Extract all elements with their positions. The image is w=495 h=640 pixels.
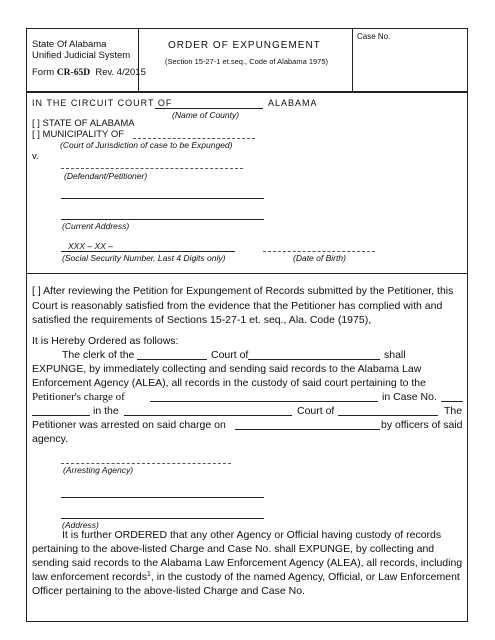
dob-hint: (Date of Birth) bbox=[293, 253, 346, 263]
case-number-label: Case No. bbox=[357, 32, 391, 41]
case-number-cont-field[interactable] bbox=[32, 415, 90, 416]
form-prefix: Form bbox=[32, 67, 57, 78]
clerk-of-text: The clerk of the bbox=[62, 349, 135, 361]
form-rev: Rev. 4/2015 bbox=[95, 67, 146, 78]
address-hint: (Current Address) bbox=[62, 221, 130, 231]
ssn-field[interactable] bbox=[61, 251, 235, 252]
agency-address-hint: (Address) bbox=[62, 520, 99, 530]
arrest-date-field[interactable] bbox=[235, 429, 380, 430]
document-subtitle: (Section 15-27-1 et.seq., Code of Alabama 1975) bbox=[165, 57, 329, 66]
court-location-field[interactable] bbox=[338, 415, 438, 416]
ssn-prefill: XXX – XX – bbox=[68, 241, 113, 251]
address-line-2[interactable] bbox=[61, 219, 264, 220]
footnote-marker: 1 bbox=[146, 571, 151, 578]
court-of-text-2: Court of bbox=[297, 405, 335, 417]
municipality-field[interactable] bbox=[133, 138, 255, 139]
system-label: Unified Judicial System bbox=[32, 50, 131, 61]
expunge-line: EXPUNGE, by immediately collecting and sending said records to the Alabama Law bbox=[32, 363, 422, 375]
the-text: The bbox=[444, 405, 463, 417]
findings-line-2: Court is reasonably satisfied from the evidence that the Petitioner has complied with and bbox=[32, 299, 443, 312]
arresting-agency-hint: (Arresting Agency) bbox=[63, 465, 134, 475]
law-enforcement-records-text: law enforcement records bbox=[32, 571, 147, 583]
clerk-county-field[interactable] bbox=[248, 359, 380, 360]
section-divider bbox=[26, 273, 468, 274]
document-title: ORDER OF EXPUNGEMENT bbox=[168, 40, 321, 51]
further-ordered-line-4 bbox=[32, 572, 460, 583]
versus-label: v. bbox=[32, 151, 39, 162]
state-of-alabama-option[interactable]: [ ] STATE OF ALABAMA bbox=[32, 118, 135, 129]
further-ordered-line-2: pertaining to the above-listed Charge and Case No. shall EXPUNGE, by collecting and bbox=[32, 543, 435, 555]
form-id bbox=[32, 68, 146, 79]
findings-line-1: [ ] After reviewing the Petition for Expungement of Records submitted by the Petitioner, this bbox=[32, 285, 454, 297]
defendant-hint: (Defendant/Petitioner) bbox=[64, 171, 148, 181]
case-number-body-field[interactable] bbox=[441, 401, 463, 402]
circuit-court-prefix: IN THE CIRCUIT COURT OF bbox=[32, 98, 173, 108]
header-divider-right bbox=[352, 28, 353, 92]
custody-text: , in the custody of the named Agency, Official, or Law Enforcement bbox=[150, 571, 460, 583]
form-code: CR-65D bbox=[56, 68, 91, 78]
in-the-text: in the bbox=[93, 405, 119, 417]
in-case-no-text: in Case No. bbox=[382, 391, 437, 403]
shall-text: shall bbox=[384, 349, 406, 361]
agency-address-line-1[interactable] bbox=[61, 497, 264, 498]
court-of-text: Court of bbox=[211, 349, 249, 361]
charge-of-text: Petitioner's charge of bbox=[32, 391, 125, 403]
findings-paragraph bbox=[32, 284, 453, 328]
agency-address-line-2[interactable] bbox=[61, 518, 264, 519]
circuit-court-suffix: ALABAMA bbox=[268, 98, 318, 108]
further-ordered-line-3: sending said records to the Alabama Law Enforcement Agency (ALEA), all records, including bbox=[32, 557, 463, 569]
arrested-on-text: Petitioner was arrested on said charge on bbox=[32, 419, 226, 431]
agency-text: agency. bbox=[32, 433, 68, 445]
municipality-option[interactable]: [ ] MUNICIPALITY OF bbox=[32, 129, 125, 140]
further-ordered-line-5: Officer pertaining to the above-listed Charge and Case No. bbox=[32, 585, 305, 597]
records-line: Enforcement Agency (ALEA), all records in the custody of said court pertaining to the bbox=[32, 377, 426, 389]
further-ordered-line-1: It is further ORDERED that any other Agency or Official having custody of records bbox=[62, 529, 442, 541]
header-divider-left bbox=[138, 28, 139, 92]
charge-field[interactable] bbox=[150, 401, 378, 402]
state-label: State Of Alabama bbox=[32, 39, 107, 50]
county-hint: (Name of County) bbox=[172, 110, 240, 120]
by-officers-text: by officers of said bbox=[381, 419, 463, 431]
address-line-1[interactable] bbox=[61, 198, 264, 199]
findings-line-3: satisfied the requirements of Sections 15-27-1 et. seq., Ala. Code (1975), bbox=[32, 314, 372, 326]
defendant-field[interactable] bbox=[61, 168, 243, 169]
dob-field[interactable] bbox=[263, 251, 375, 252]
municipality-hint: (Court of Jurisdiction of case to be Expunged) bbox=[60, 140, 233, 150]
ssn-hint: (Social Security Number, Last 4 Digits only) bbox=[62, 253, 226, 263]
court-name-field[interactable] bbox=[124, 415, 292, 416]
arresting-agency-field[interactable] bbox=[61, 463, 231, 464]
case-number-field[interactable] bbox=[356, 44, 464, 88]
clerk-court-field[interactable] bbox=[137, 359, 207, 360]
ordered-heading: It is Hereby Ordered as follows: bbox=[32, 335, 179, 347]
county-field[interactable] bbox=[155, 108, 263, 109]
